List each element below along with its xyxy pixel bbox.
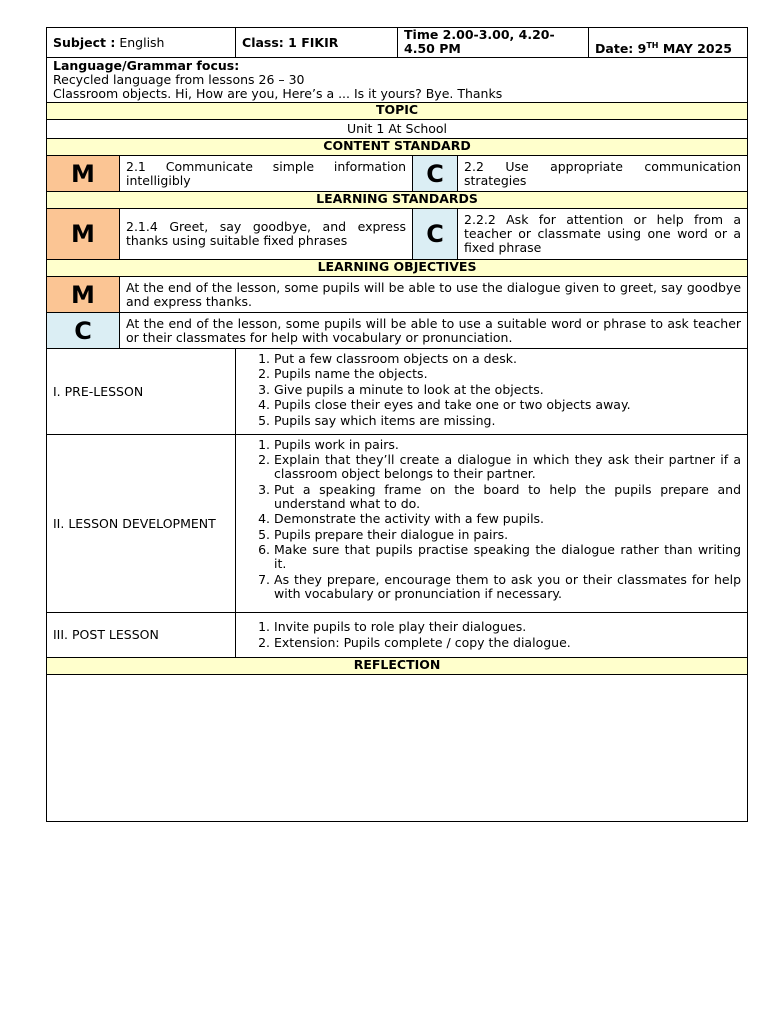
header-row bbox=[47, 28, 748, 58]
learning-standards-row bbox=[47, 209, 748, 260]
content-standard-main-text: 2.1 Communicate simple information intelligibly bbox=[120, 156, 413, 192]
stage-steps-list bbox=[242, 352, 741, 428]
focus-title: Language/Grammar focus: bbox=[53, 58, 240, 73]
stage-row-pre-lesson bbox=[47, 349, 748, 435]
reflection-row bbox=[47, 675, 748, 822]
stage-label: III. POST LESSON bbox=[47, 613, 236, 658]
class-cell bbox=[236, 28, 398, 58]
step-item: 1. Invite pupils to role play their dialogues. bbox=[274, 620, 741, 634]
content-standard-main-letter: M bbox=[47, 156, 120, 192]
learning-standards-heading: LEARNING STANDARDS bbox=[47, 192, 748, 209]
topic-heading-row bbox=[47, 103, 748, 120]
reflection-heading: REFLECTION bbox=[47, 658, 748, 675]
lesson-plan bbox=[46, 27, 747, 822]
learning-objectives-comp-row bbox=[47, 313, 748, 349]
stage-label: I. PRE-LESSON bbox=[47, 349, 236, 435]
step-item: 2. Pupils name the objects. bbox=[274, 367, 741, 381]
topic-heading: TOPIC bbox=[47, 103, 748, 120]
topic-value: Unit 1 At School bbox=[47, 120, 748, 139]
date-label: Date: 9 bbox=[595, 41, 647, 56]
step-item: 6. Make sure that pupils practise speaking the dialogue rather than writing it. bbox=[274, 543, 741, 571]
learning-standards-main-letter: M bbox=[47, 209, 120, 260]
date-suffix: TH bbox=[646, 40, 659, 50]
lesson-plan-table bbox=[46, 27, 748, 822]
subject-value: English bbox=[119, 34, 165, 50]
content-standard-heading: CONTENT STANDARD bbox=[47, 139, 748, 156]
stage-steps-cell bbox=[236, 613, 748, 658]
step-item: 3. Put a speaking frame on the board to help the pupils prepare and understand what to do. bbox=[274, 483, 741, 511]
learning-standards-main-text: 2.1.4 Greet, say goodbye, and express thanks using suitable fixed phrases bbox=[120, 209, 413, 260]
stage-row-lesson-development bbox=[47, 435, 748, 613]
learning-objectives-heading: LEARNING OBJECTIVES bbox=[47, 260, 748, 277]
stage-steps-list bbox=[242, 438, 741, 601]
time-cell bbox=[398, 28, 589, 58]
stage-steps-cell bbox=[236, 435, 748, 613]
stage-label: II. LESSON DEVELOPMENT bbox=[47, 435, 236, 613]
content-standard-comp-letter: C bbox=[413, 156, 458, 192]
focus-line-2: Classroom objects. Hi, How are you, Here’s a ... Is it yours? Bye. Thanks bbox=[53, 86, 503, 101]
stage-steps-list bbox=[242, 620, 741, 650]
content-standard-heading-row bbox=[47, 139, 748, 156]
learning-standards-comp-text: 2.2.2 Ask for attention or help from a teacher or classmate using one word or a fixed phrase bbox=[458, 209, 748, 260]
reflection-text-area[interactable] bbox=[47, 675, 748, 822]
focus-cell bbox=[47, 58, 748, 103]
learning-objectives-comp-text: At the end of the lesson, some pupils will be able to use a suitable word or phrase to ask teacher or their classmates for help with vocabulary or pronunciation. bbox=[120, 313, 748, 349]
step-item: 1. Put a few classroom objects on a desk. bbox=[274, 352, 741, 366]
time-label: Time 2.00-3.00, 4.20-4.50 PM bbox=[404, 27, 555, 56]
step-item: 4. Demonstrate the activity with a few pupils. bbox=[274, 512, 741, 526]
class-label: Class: 1 FIKIR bbox=[242, 34, 339, 50]
step-item: 1. Pupils work in pairs. bbox=[274, 438, 741, 452]
topic-row bbox=[47, 120, 748, 139]
content-standard-comp-text: 2.2 Use appropriate communication strategies bbox=[458, 156, 748, 192]
learning-standards-comp-letter: C bbox=[413, 209, 458, 260]
stage-steps-cell bbox=[236, 349, 748, 435]
date-cell bbox=[589, 28, 748, 58]
step-item: 2. Explain that they’ll create a dialogue in which they ask their partner if a classroom object belongs to their partner. bbox=[274, 453, 741, 481]
stage-row-post-lesson bbox=[47, 613, 748, 658]
learning-objectives-comp-letter: C bbox=[47, 313, 120, 349]
date-rest: MAY 2025 bbox=[662, 41, 732, 56]
focus-line-1: Recycled language from lessons 26 – 30 bbox=[53, 72, 305, 87]
learning-objectives-main-letter: M bbox=[47, 277, 120, 313]
learning-standards-heading-row bbox=[47, 192, 748, 209]
learning-objectives-main-row bbox=[47, 277, 748, 313]
step-item: 3. Give pupils a minute to look at the objects. bbox=[274, 383, 741, 397]
subject-label: Subject : bbox=[53, 34, 116, 50]
step-item: 5. Pupils prepare their dialogue in pairs. bbox=[274, 528, 741, 542]
reflection-heading-row bbox=[47, 658, 748, 675]
step-item: 7. As they prepare, encourage them to ask you or their classmates for help with vocabulary or pronunciation if necessary. bbox=[274, 573, 741, 601]
step-item: 2. Extension: Pupils complete / copy the dialogue. bbox=[274, 636, 741, 650]
content-standard-row bbox=[47, 156, 748, 192]
learning-objectives-main-text: At the end of the lesson, some pupils will be able to use the dialogue given to greet, say goodbye and express thanks. bbox=[120, 277, 748, 313]
focus-row bbox=[47, 58, 748, 103]
step-item: 5. Pupils say which items are missing. bbox=[274, 414, 741, 428]
subject-cell bbox=[47, 28, 236, 58]
learning-objectives-heading-row bbox=[47, 260, 748, 277]
step-item: 4. Pupils close their eyes and take one or two objects away. bbox=[274, 398, 741, 412]
